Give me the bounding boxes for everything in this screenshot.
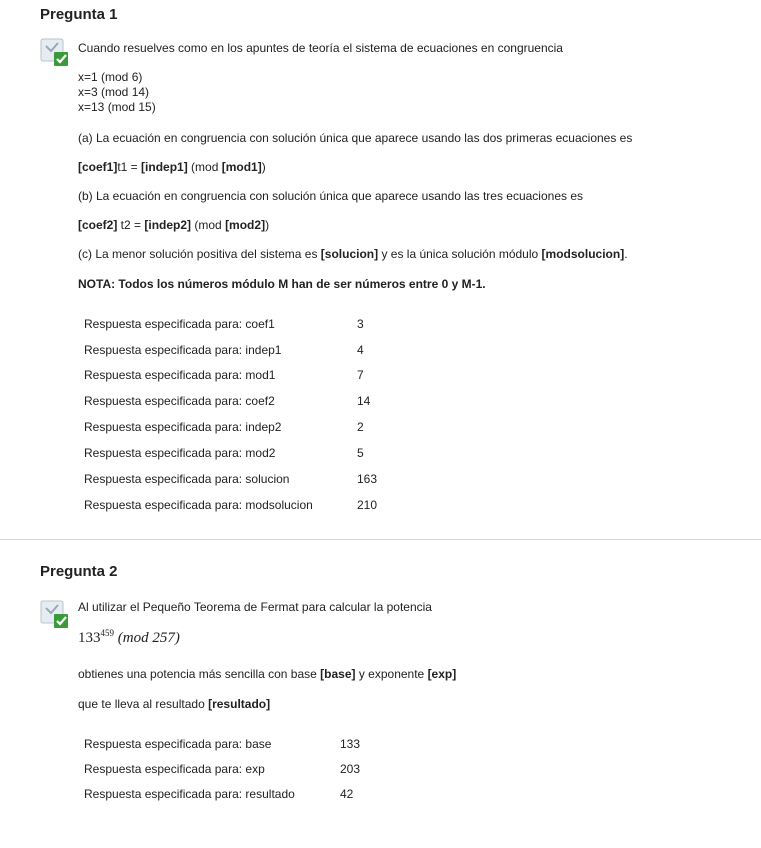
response-label-mod1: Respuesta especificada para: mod1 xyxy=(84,368,276,382)
part-a-text: (a) La ecuación en congruencia con solución única que aparece usando las dos primeras ecuaciones es xyxy=(78,131,633,145)
question-2-line-2: que te lleva al resultado [resultado] xyxy=(78,697,271,711)
nota-text: NOTA: Todos los números módulo M han de ser números entre 0 y M-1. xyxy=(78,277,486,291)
response-label-modsolucion: Respuesta especificada para: modsolucion xyxy=(84,498,313,512)
response-label-exp: Respuesta especificada para: exp xyxy=(84,762,265,776)
question-1-intro: Cuando resuelves como en los apuntes de teoría el sistema de ecuaciones en congruencia xyxy=(78,41,563,55)
response-value-coef2: 14 xyxy=(357,394,371,408)
question-divider xyxy=(0,539,761,540)
indep1-blank: [indep1] xyxy=(141,160,188,174)
exp-blank: [exp] xyxy=(427,667,457,681)
indep2-blank: [indep2] xyxy=(144,218,192,232)
response-label-mod2: Respuesta especificada para: mod2 xyxy=(84,446,276,460)
response-label-resultado: Respuesta especificada para: resultado xyxy=(84,787,295,801)
response-value-resultado: 42 xyxy=(340,787,354,801)
power-modulus: (mod 257) xyxy=(114,630,180,646)
response-value-base: 133 xyxy=(340,737,361,751)
part-a-equation: [coef1]t1 = [indep1] (mod [mod1]) xyxy=(78,160,266,174)
equation-3: x=13 (mod 15) xyxy=(78,100,156,114)
part-b-equation: [coef2] t2 = [indep2] (mod [mod2]) xyxy=(78,218,270,232)
response-value-solucion: 163 xyxy=(357,472,378,486)
response-value-coef1: 3 xyxy=(357,317,364,331)
part-b-text: (b) La ecuación en congruencia con solución única que aparece usando las tres ecuaciones es xyxy=(78,189,583,203)
coef1-blank: [coef1] xyxy=(78,160,118,174)
correct-answer-icon xyxy=(40,600,70,630)
resultado-blank: [resultado] xyxy=(208,697,271,711)
response-label-indep1: Respuesta especificada para: indep1 xyxy=(84,343,282,357)
question-1-title: Pregunta 1 xyxy=(40,6,118,23)
question-2-title: Pregunta 2 xyxy=(40,563,118,580)
modsolucion-blank: [modsolucion] xyxy=(541,247,625,261)
response-label-coef2: Respuesta especificada para: coef2 xyxy=(84,394,275,408)
response-value-mod2: 5 xyxy=(357,446,364,460)
part-c-text: (c) La menor solución positiva del sistema es [solucion] y es la única solución módulo [modsolucion]. xyxy=(78,247,628,261)
solucion-blank: [solucion] xyxy=(320,247,379,261)
response-value-exp: 203 xyxy=(340,762,361,776)
response-value-modsolucion: 210 xyxy=(357,498,378,512)
response-value-indep2: 2 xyxy=(357,420,364,434)
response-value-indep1: 4 xyxy=(357,343,364,357)
power-expression xyxy=(78,628,180,647)
response-label-base: Respuesta especificada para: base xyxy=(84,737,272,751)
power-base: 133 xyxy=(78,630,101,646)
coef2-blank: [coef2] xyxy=(78,218,118,232)
response-label-indep2: Respuesta especificada para: indep2 xyxy=(84,420,282,434)
equation-2: x=3 (mod 14) xyxy=(78,85,150,99)
mod2-blank: [mod2] xyxy=(225,218,266,232)
equation-1: x=1 (mod 6) xyxy=(78,70,143,84)
question-2-line-1: obtienes una potencia más sencilla con base [base] y exponente [exp] xyxy=(78,667,457,681)
response-label-coef1: Respuesta especificada para: coef1 xyxy=(84,317,275,331)
question-2-intro: Al utilizar el Pequeño Teorema de Fermat para calcular la potencia xyxy=(78,600,432,614)
response-label-solucion: Respuesta especificada para: solucion xyxy=(84,472,290,486)
mod1-blank: [mod1] xyxy=(221,160,262,174)
correct-answer-icon xyxy=(40,38,70,68)
power-exponent: 459 xyxy=(100,628,114,638)
response-value-mod1: 7 xyxy=(357,368,364,382)
base-blank: [base] xyxy=(320,667,356,681)
